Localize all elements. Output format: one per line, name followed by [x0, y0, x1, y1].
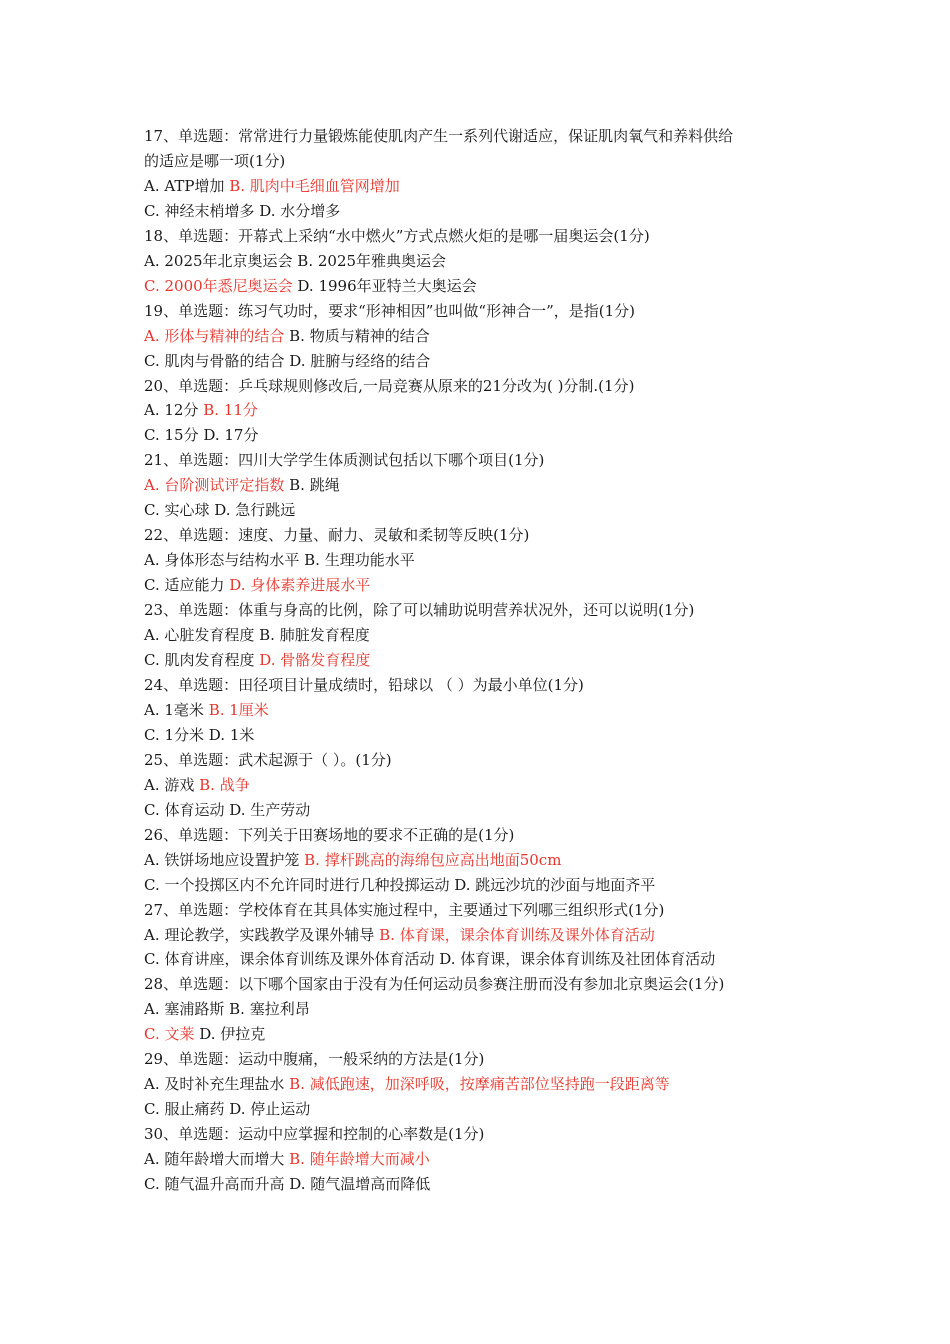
text-line	[144, 249, 850, 274]
text-line	[144, 923, 850, 948]
correct-answer: B. 体育课，课余体育训练及课外体育活动	[379, 925, 655, 944]
text-segment: A. 随年龄增大而增大	[144, 1150, 290, 1169]
text-segment: 22、单选题：速度、力量、耐力、灵敏和柔韧等反映(1分)	[144, 526, 530, 545]
text-segment: D. 1996年亚特兰大奥运会	[292, 276, 477, 295]
text-segment: C. 1分米 D. 1米	[144, 725, 255, 744]
text-line	[144, 374, 850, 399]
text-segment: 30、单选题：运动中应掌握和控制的心率数是(1分)	[144, 1125, 485, 1144]
text-line	[144, 1022, 850, 1047]
text-segment: A. 12分	[144, 401, 204, 420]
text-segment: A. ATP增加	[144, 176, 230, 195]
text-segment: C. 一个投掷区内不允许同时进行几种投掷运动 D. 跳远沙坑的沙面与地面齐平	[144, 875, 656, 894]
text-segment: 的适应是哪一项(1分)	[144, 151, 286, 170]
text-segment: 18、单选题：开幕式上采纳“水中燃火”方式点燃火炬的是哪一届奥运会(1分)	[144, 226, 650, 245]
text-line	[144, 448, 850, 473]
text-line	[144, 124, 850, 149]
text-segment: A. 塞浦路斯 B. 塞拉利昂	[144, 1000, 310, 1019]
text-segment: C. 服止痛药 D. 停止运动	[144, 1100, 311, 1119]
text-line	[144, 997, 850, 1022]
text-line	[144, 1147, 850, 1172]
text-line	[144, 1172, 850, 1197]
text-line	[144, 498, 850, 523]
text-line	[144, 773, 850, 798]
text-line	[144, 873, 850, 898]
correct-answer: B. 1厘米	[208, 700, 269, 719]
text-segment: A. 铁饼场地应设置护笼	[144, 850, 305, 869]
text-segment: 21、单选题：四川大学学生体质测试包括以下哪个项目(1分)	[144, 451, 545, 470]
text-segment: 20、单选题：乒乓球规则修改后,一局竞赛从原来的21分改为( )分制.(1分)	[144, 376, 635, 395]
text-segment: 17、单选题：常常进行力量锻炼能使肌肉产生一系列代谢适应，保证肌肉氧气和养料供给	[144, 127, 734, 145]
text-line	[144, 299, 850, 324]
text-segment: 26、单选题：下列关于田赛场地的要求不正确的是(1分)	[144, 825, 515, 844]
text-segment: A. 游戏	[144, 775, 200, 794]
text-segment: B. 跳绳	[284, 476, 340, 495]
text-line	[144, 972, 850, 997]
correct-answer: B. 战争	[199, 775, 250, 794]
text-segment: A. 心脏发育程度 B. 肺脏发育程度	[144, 626, 370, 645]
text-segment: 28、单选题：以下哪个国家由于没有为任何运动员参赛注册而没有参加北京奥运会(1分)	[144, 975, 725, 994]
correct-answer: A. 形体与精神的结合	[144, 326, 285, 345]
text-segment: C. 15分 D. 17分	[144, 426, 259, 445]
text-segment: 29、单选题：运动中腹痛，一般采纳的方法是(1分)	[144, 1050, 485, 1069]
text-line	[144, 523, 850, 548]
text-segment: A. 1毫米	[144, 700, 209, 719]
text-line	[144, 548, 850, 573]
text-segment: C. 体育运动 D. 生产劳动	[144, 800, 311, 819]
text-segment: 23、单选题：体重与身高的比例，除了可以辅助说明营养状况外，还可以说明(1分)	[144, 601, 695, 620]
text-segment: C. 随气温升高而升高 D. 随气温增高而降低	[144, 1175, 431, 1194]
text-line	[144, 1097, 850, 1122]
text-segment: D. 伊拉克	[194, 1025, 266, 1044]
text-line	[144, 224, 850, 249]
text-line	[144, 648, 850, 673]
text-segment: 24、单选题：田径项目计量成绩时，铅球以 （ ）为最小单位(1分)	[144, 675, 584, 694]
text-line	[144, 274, 850, 299]
correct-answer: B. 11分	[203, 401, 258, 420]
text-line	[144, 1122, 850, 1147]
text-segment: A. 身体形态与结构水平 B. 生理功能水平	[144, 551, 415, 570]
text-segment: C. 实心球 D. 急行跳远	[144, 501, 296, 520]
text-line	[144, 473, 850, 498]
question-list	[144, 124, 850, 1197]
text-line	[144, 199, 850, 224]
text-segment: A. 理论教学，实践教学及课外辅导	[144, 925, 380, 944]
text-line	[144, 1047, 850, 1072]
text-line	[144, 898, 850, 923]
correct-answer: D. 身体素养进展水平	[229, 576, 371, 595]
correct-answer: B. 减低跑速，加深呼吸，按摩痛苦部位坚持跑一段距离等	[289, 1075, 670, 1094]
text-segment: 25、单选题：武术起源于（ ）。(1分)	[144, 750, 392, 769]
text-segment: 27、单选题：学校体育在其具体实施过程中，主要通过下列哪三组织形式(1分)	[144, 900, 665, 919]
text-segment: C. 体育讲座，课余体育训练及课外体育活动 D. 体育课，课余体育训练及社团体育活动	[144, 950, 716, 969]
text-line	[144, 723, 850, 748]
correct-answer: B. 肌肉中毛细血管网增加	[229, 176, 400, 195]
text-segment: C. 肌肉与骨骼的结合 D. 脏腑与经络的结合	[144, 351, 431, 370]
text-segment: B. 物质与精神的结合	[284, 326, 430, 345]
text-segment: A. 及时补充生理盐水	[144, 1075, 290, 1094]
text-line	[144, 673, 850, 698]
text-line	[144, 798, 850, 823]
text-line	[144, 324, 850, 349]
text-segment: A. 2025年北京奥运会 B. 2025年雅典奥运会	[144, 251, 447, 270]
text-line	[144, 573, 850, 598]
correct-answer: B. 随年龄增大而减小	[289, 1150, 430, 1169]
text-line	[144, 823, 850, 848]
text-line	[144, 598, 850, 623]
correct-answer: A. 台阶测试评定指数	[144, 476, 285, 495]
text-segment: C. 适应能力	[144, 576, 230, 595]
text-line	[144, 349, 850, 374]
text-line	[144, 423, 850, 448]
text-line	[144, 748, 850, 773]
text-segment: 19、单选题：练习气功时，要求“形神相因”也叫做“形神合一”，是指(1分)	[144, 301, 636, 320]
text-segment: C. 肌肉发育程度	[144, 651, 260, 670]
text-line	[144, 1072, 850, 1097]
correct-answer: C. 文莱	[144, 1025, 195, 1044]
correct-answer: C. 2000年悉尼奥运会	[144, 276, 293, 295]
text-line	[144, 623, 850, 648]
text-line	[144, 698, 850, 723]
text-line	[144, 149, 850, 174]
text-line	[144, 398, 850, 423]
text-line	[144, 848, 850, 873]
correct-answer: B. 撑杆跳高的海绵包应高出地面50cm	[304, 850, 562, 869]
text-line	[144, 174, 850, 199]
text-line	[144, 947, 850, 972]
text-segment: C. 神经末梢增多 D. 水分增多	[144, 201, 341, 220]
correct-answer: D. 骨骼发育程度	[259, 651, 371, 670]
